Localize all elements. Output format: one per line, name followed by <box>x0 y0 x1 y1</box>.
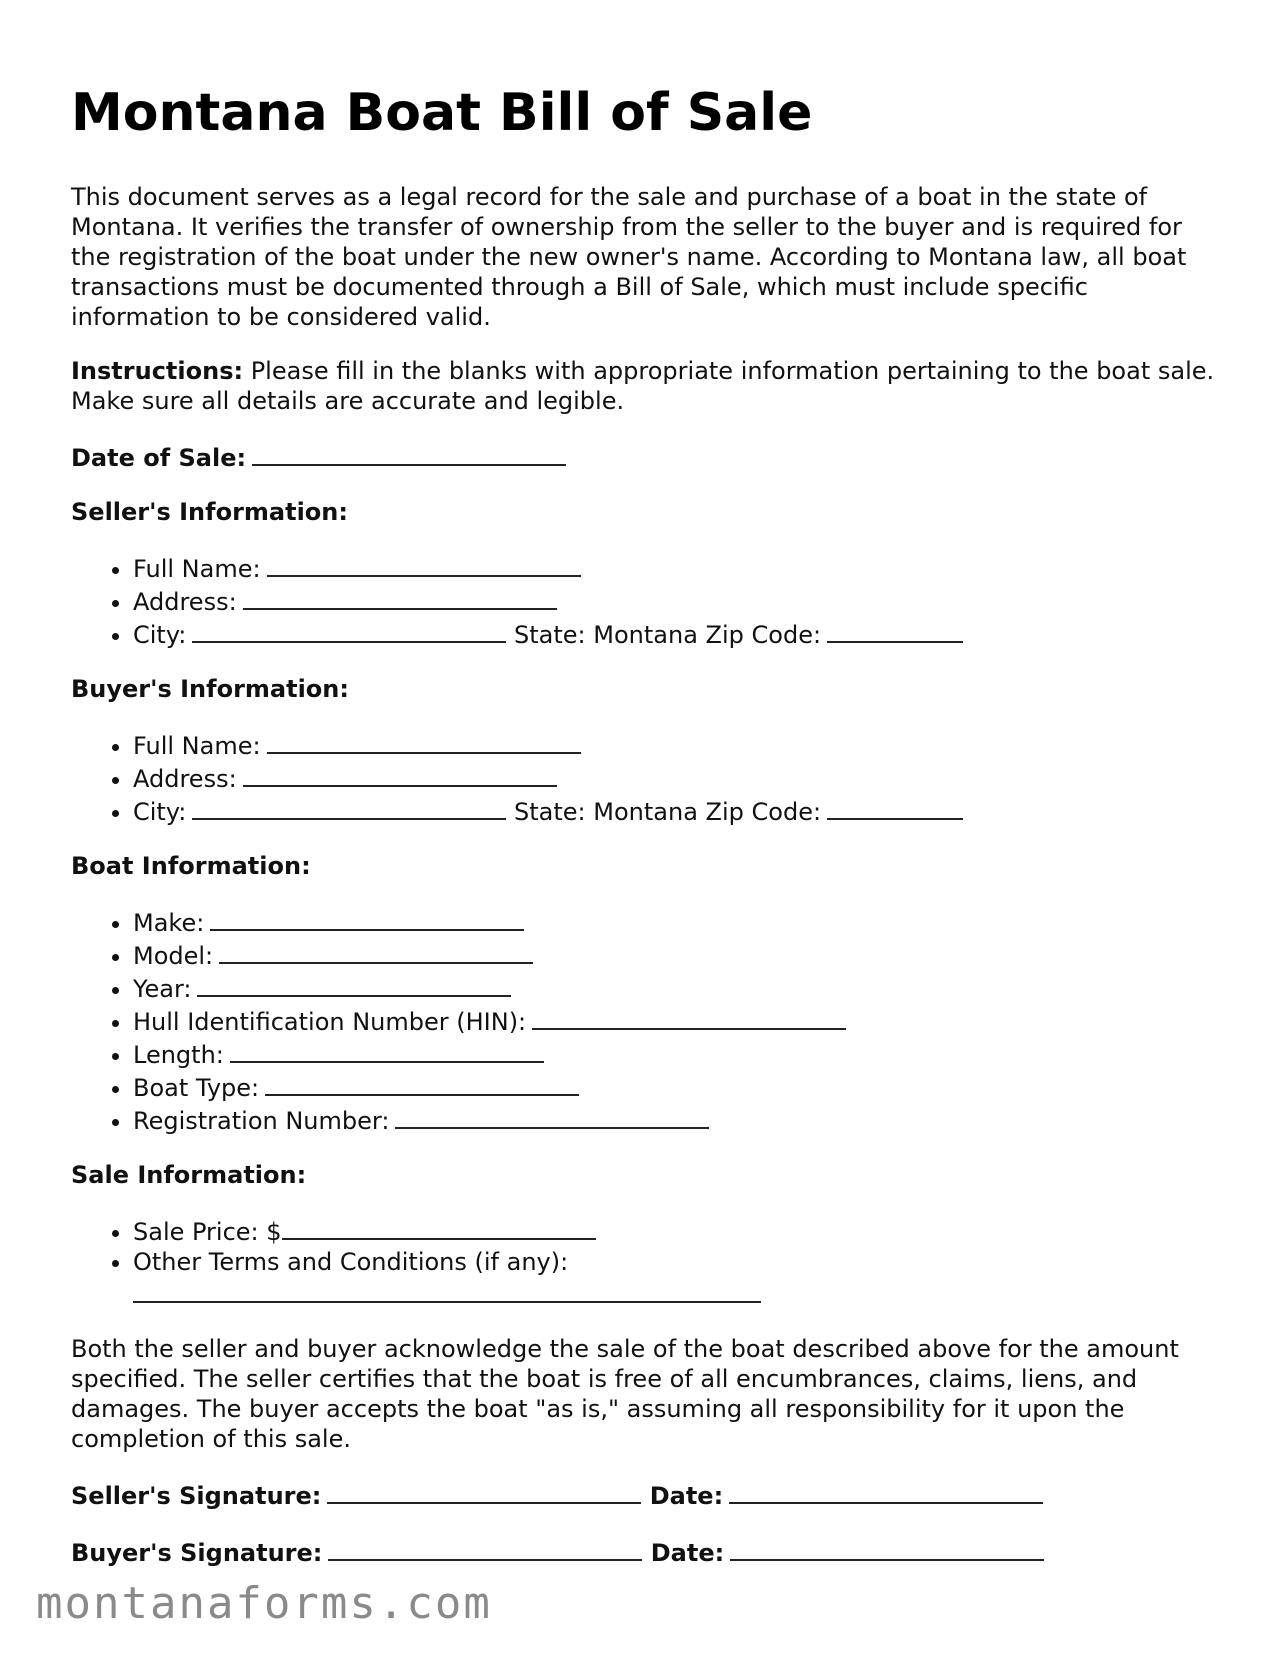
sale-terms-field[interactable] <box>133 1277 761 1303</box>
buyer-signature-row <box>71 1535 1221 1568</box>
list-item <box>133 971 1221 1004</box>
list-item <box>133 905 1221 938</box>
boat-registration-field[interactable] <box>395 1103 709 1129</box>
list-item <box>133 938 1221 971</box>
seller-address-field[interactable] <box>243 584 557 610</box>
buyer-address-field[interactable] <box>243 761 557 787</box>
date-of-sale-label: Date of Sale: <box>71 443 247 472</box>
boat-length-field[interactable] <box>230 1037 544 1063</box>
list-item <box>133 1070 1221 1103</box>
seller-full-name-label: Full Name: <box>133 554 261 583</box>
buyer-address-label: Address: <box>133 764 237 793</box>
boat-make-field[interactable] <box>210 905 524 931</box>
seller-city-label: City: <box>133 620 187 649</box>
buyer-date-field[interactable] <box>730 1535 1044 1561</box>
list-item <box>133 551 1221 584</box>
buyer-list <box>71 728 1221 827</box>
list-item <box>133 1004 1221 1037</box>
boat-make-label: Make: <box>133 908 205 937</box>
date-of-sale-field[interactable] <box>252 440 566 466</box>
intro-paragraph: This document serves as a legal record for the sale and purchase of a boat in the state of Montana. It verifies the transfer of ownership from the seller to the buyer and is required for the registration of the boat under the new owner's name. According to Montana law, all boat transactions must be documented through a Bill of Sale, which must include specific information to be considered valid. <box>71 182 1187 331</box>
list-item <box>133 1037 1221 1070</box>
buyer-signature-label: Buyer's Signature: <box>71 1538 323 1567</box>
seller-heading: Seller's Information: <box>71 497 348 526</box>
seller-date-field[interactable] <box>729 1478 1043 1504</box>
sale-terms-label: Other Terms and Conditions (if any): <box>133 1247 569 1276</box>
boat-model-field[interactable] <box>219 938 533 964</box>
seller-state-zip-label: State: Montana Zip Code: <box>514 620 822 649</box>
seller-zip-field[interactable] <box>827 617 963 643</box>
instructions-text: Please fill in the blanks with appropriate information pertaining to the boat sale. Make sure all details are accurate and legible. <box>71 356 1215 415</box>
buyer-city-field[interactable] <box>192 794 506 820</box>
sale-price-field[interactable] <box>282 1214 596 1240</box>
buyer-full-name-label: Full Name: <box>133 731 261 760</box>
seller-date-label: Date: <box>649 1481 724 1510</box>
list-item <box>133 794 1221 827</box>
list-item <box>133 1103 1221 1136</box>
date-of-sale-row <box>71 440 1221 473</box>
list-item <box>133 1247 1221 1310</box>
seller-signature-label: Seller's Signature: <box>71 1481 322 1510</box>
boat-hin-label: Hull Identification Number (HIN): <box>133 1007 527 1036</box>
document-page <box>71 84 1221 1592</box>
list-item <box>133 617 1221 650</box>
boat-registration-label: Registration Number: <box>133 1106 390 1135</box>
boat-list <box>71 905 1221 1136</box>
seller-full-name-field[interactable] <box>267 551 581 577</box>
seller-address-label: Address: <box>133 587 237 616</box>
instructions-paragraph <box>71 356 1221 416</box>
boat-type-label: Boat Type: <box>133 1073 260 1102</box>
boat-model-label: Model: <box>133 941 214 970</box>
buyer-city-label: City: <box>133 797 187 826</box>
boat-year-field[interactable] <box>197 971 511 997</box>
boat-heading: Boat Information: <box>71 851 311 880</box>
acknowledgment-paragraph: Both the seller and buyer acknowledge the sale of the boat described above for the amount specified. The seller certifies that the boat is free of all encumbrances, claims, liens, and damages. The buyer accepts the boat "as is," assuming all responsibility for it upon the completion of this sale. <box>71 1334 1179 1453</box>
list-item <box>133 761 1221 794</box>
sale-heading: Sale Information: <box>71 1160 307 1189</box>
buyer-date-label: Date: <box>650 1538 725 1567</box>
seller-city-field[interactable] <box>192 617 506 643</box>
buyer-zip-field[interactable] <box>827 794 963 820</box>
page-title: Montana Boat Bill of Sale <box>71 83 813 143</box>
buyer-state-zip-label: State: Montana Zip Code: <box>514 797 822 826</box>
instructions-label: Instructions: <box>71 356 244 385</box>
list-item <box>133 1214 1221 1247</box>
watermark-text: montanaforms.com <box>36 1578 492 1629</box>
list-item <box>133 584 1221 617</box>
boat-year-label: Year: <box>133 974 192 1003</box>
seller-list <box>71 551 1221 650</box>
seller-signature-field[interactable] <box>327 1478 641 1504</box>
list-item <box>133 728 1221 761</box>
boat-hin-field[interactable] <box>532 1004 846 1030</box>
sale-price-label: Sale Price: $ <box>133 1217 282 1246</box>
boat-type-field[interactable] <box>265 1070 579 1096</box>
seller-signature-row <box>71 1478 1221 1511</box>
sale-list <box>71 1214 1221 1310</box>
buyer-heading: Buyer's Information: <box>71 674 349 703</box>
buyer-full-name-field[interactable] <box>267 728 581 754</box>
boat-length-label: Length: <box>133 1040 224 1069</box>
buyer-signature-field[interactable] <box>328 1535 642 1561</box>
